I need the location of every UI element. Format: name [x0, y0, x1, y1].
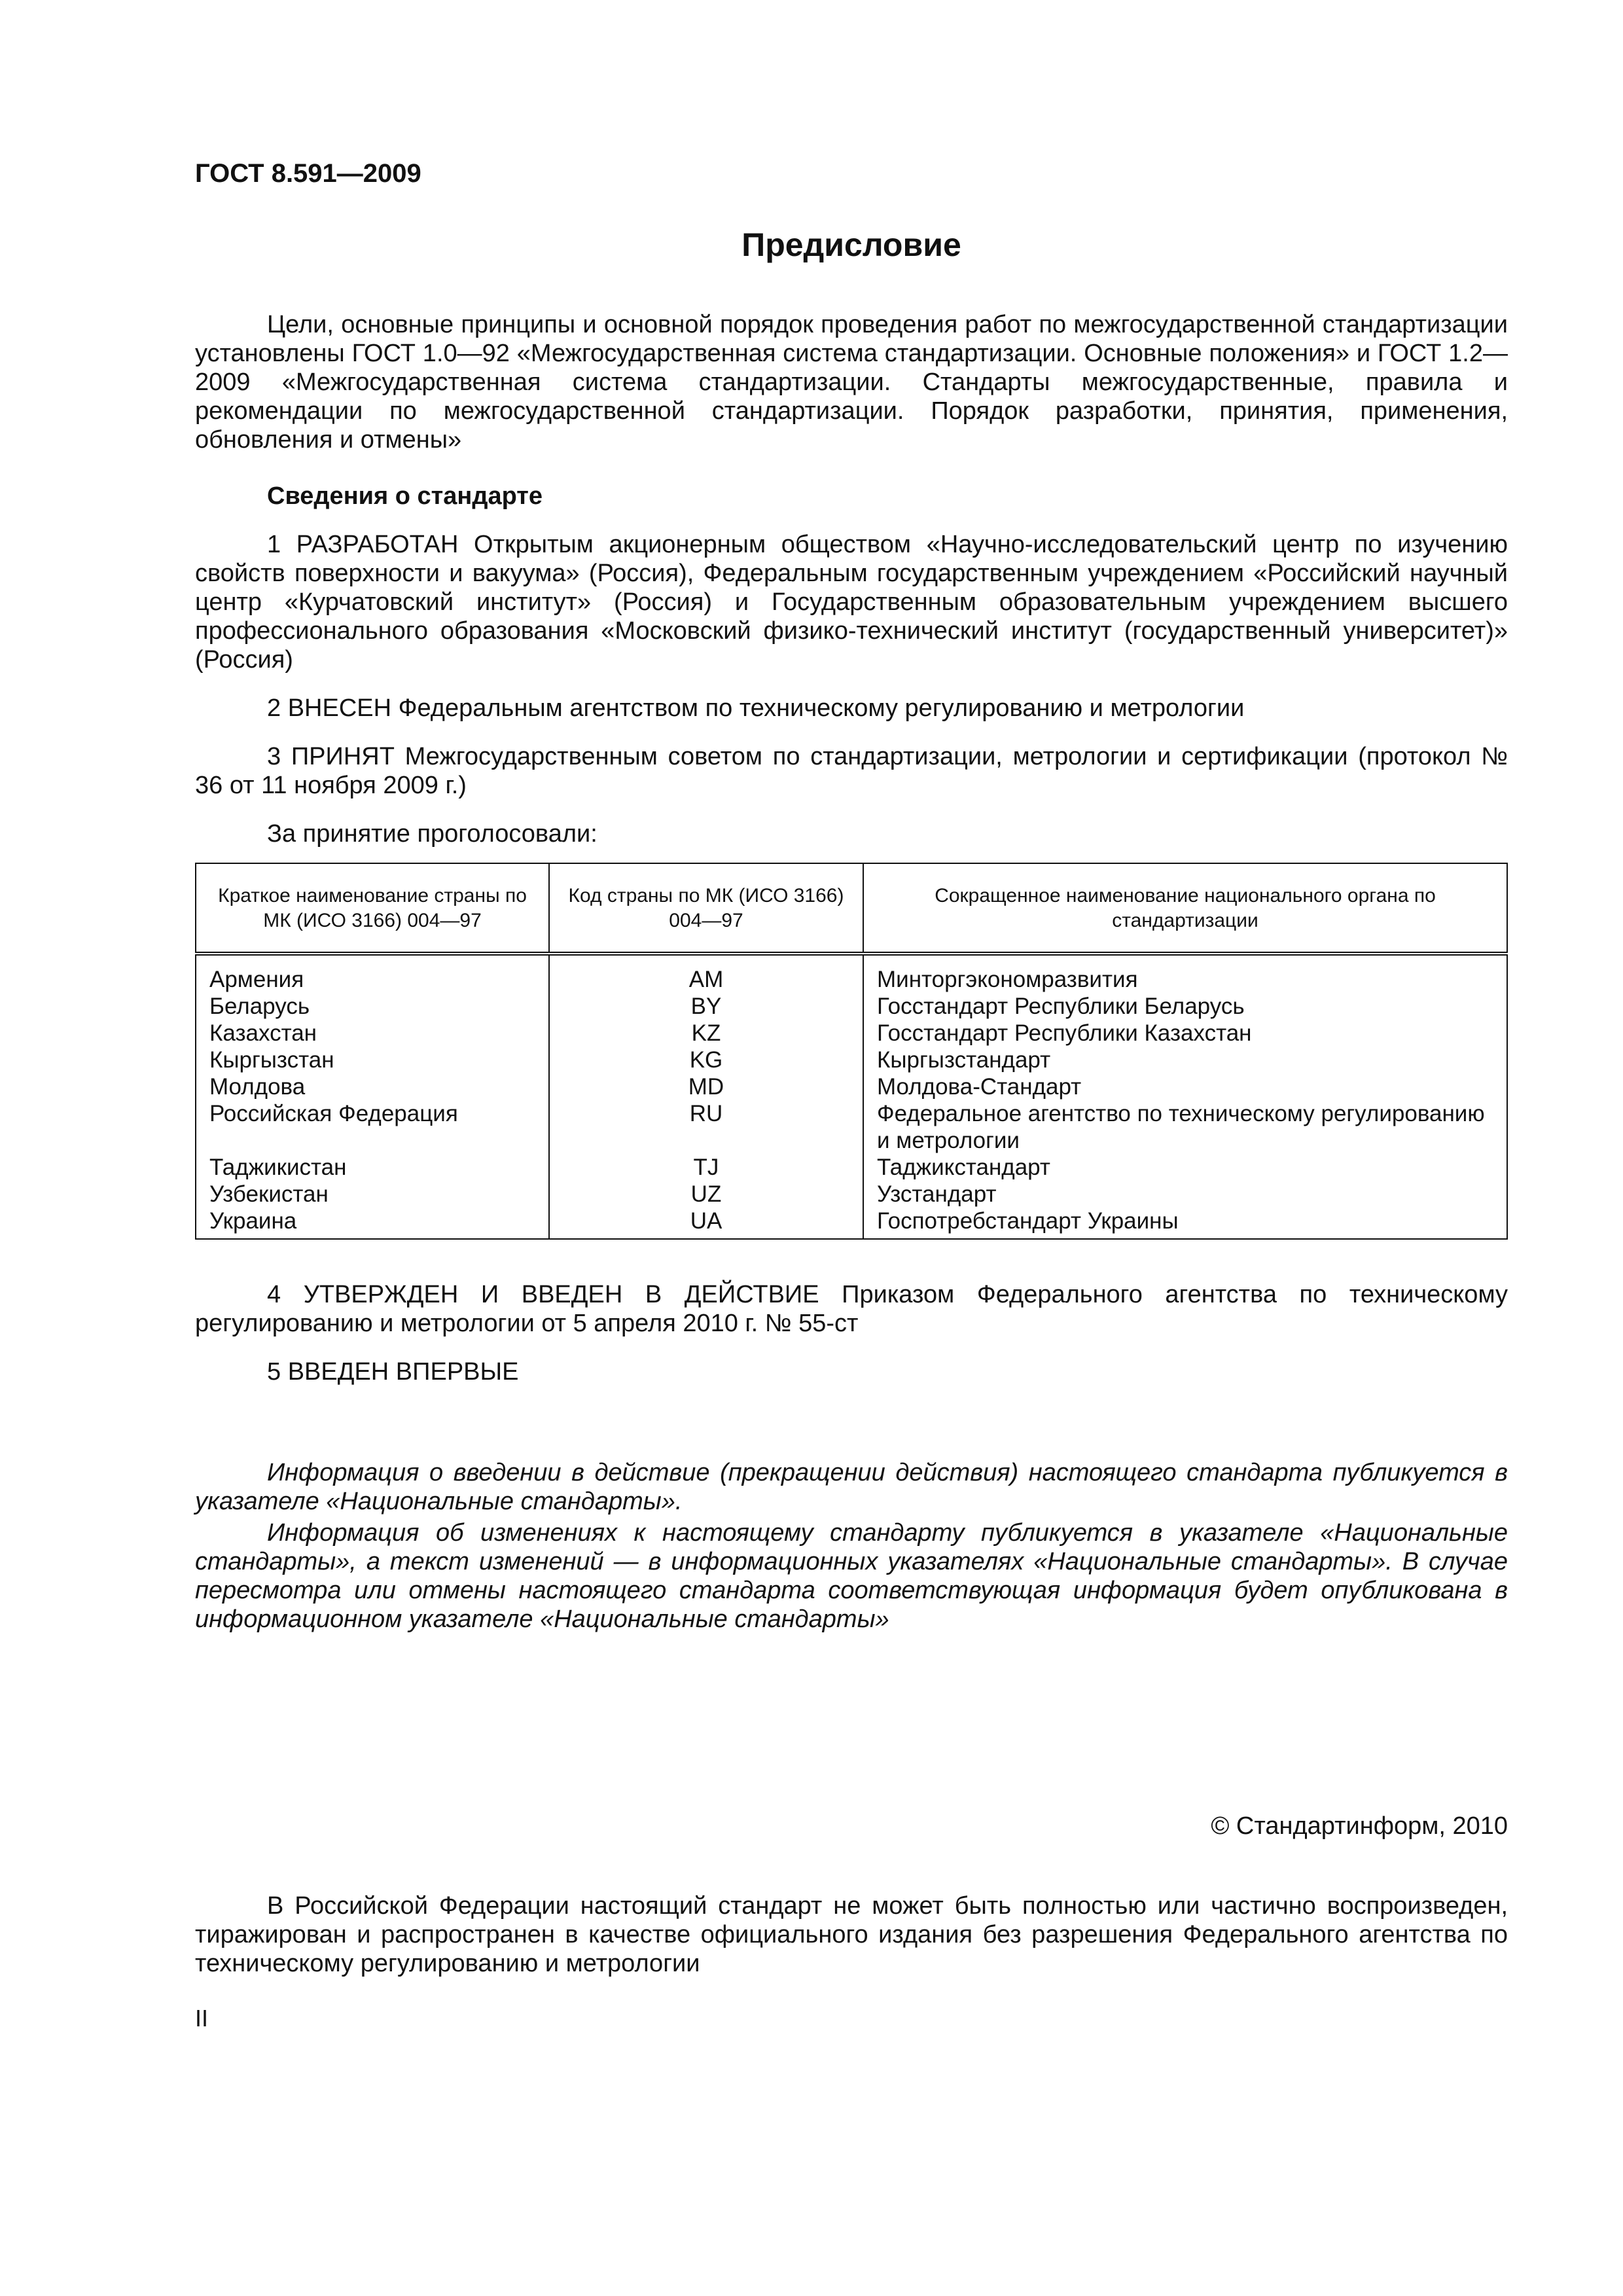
table-row — [196, 1020, 1507, 1047]
national-body: Федеральное агентство по техническому регулированию и метрологии — [863, 1100, 1507, 1154]
info-paragraph-changes: Информация об изменениях к настоящему стандарту публикуется в указателе «Национальные стандарты», а текст изменений — в информационных указателях «Национальные стандарты». В случае пересмотра или отмены настоящего стандарта соответствующая информация будет опубликована в информационном указателе «Национальные стандарты» — [195, 1519, 1508, 1633]
page-title: Предисловие — [741, 226, 961, 263]
table-row — [196, 1047, 1507, 1073]
country-name: Таджикистан — [209, 1155, 347, 1180]
country-code: TJ — [549, 1154, 863, 1181]
table-row — [196, 954, 1507, 993]
country-code: KZ — [549, 1020, 863, 1047]
country-name: Украина — [209, 1208, 297, 1234]
country-name: Беларусь — [209, 994, 310, 1019]
page-number: II — [195, 2005, 209, 2032]
country-name: Кыргызстан — [209, 1047, 334, 1073]
national-body: Кыргызстандарт — [863, 1047, 1507, 1073]
country-name: Узбекистан — [209, 1181, 329, 1207]
document-id-header: ГОСТ 8.591—2009 — [195, 159, 421, 188]
table-row — [196, 1073, 1507, 1100]
voting-table — [195, 863, 1508, 1240]
voted-intro: За принятие проголосовали: — [267, 820, 597, 848]
country-code: RU — [549, 1100, 863, 1154]
item-submitted: 2 ВНЕСЕН Федеральным агентством по техническому регулированию и метрологии — [267, 694, 1245, 722]
country-code: BY — [549, 993, 863, 1020]
country-name: Молдова — [209, 1074, 306, 1100]
country-name: Казахстан — [209, 1020, 317, 1046]
country-code: UA — [549, 1208, 863, 1239]
table-row — [196, 1154, 1507, 1181]
country-code: AM — [549, 954, 863, 993]
legal-notice: В Российской Федерации настоящий стандарт не может быть полностью или частично воспроизведен, тиражирован и распространен в качестве официального издания без разрешения Федерального агентства по техническому регулированию и метрологии — [195, 1892, 1508, 1977]
info-paragraph-publication: Информация о введении в действие (прекращении действия) настоящего стандарта публикуется в указателе «Национальные стандарты». — [195, 1459, 1508, 1515]
national-body: Госстандарт Республики Казахстан — [863, 1020, 1507, 1047]
header-country-name: Краткое наименование страны по МК (ИСО 3166) 004—97 — [196, 863, 549, 954]
item-first-introduced: 5 ВВЕДЕН ВПЕРВЫЕ — [267, 1358, 519, 1386]
header-national-body: Сокращенное наименование национального органа по стандартизации — [863, 863, 1507, 954]
table-row — [196, 1208, 1507, 1239]
document-page — [195, 157, 1508, 2033]
table-header-row — [196, 863, 1507, 954]
section-heading: Сведения о стандарте — [267, 482, 543, 510]
national-body: Минторгэкономразвития — [863, 954, 1507, 993]
copyright-notice: © Стандартинформ, 2010 — [1211, 1812, 1508, 1840]
item-adopted: 3 ПРИНЯТ Межгосударственным советом по стандартизации, метрологии и сертификации (протокол № 36 от 11 ноября 2009 г.) — [195, 743, 1508, 799]
country-code: KG — [549, 1047, 863, 1073]
intro-paragraph: Цели, основные принципы и основной порядок проведения работ по межгосударственной стандартизации установлены ГОСТ 1.0—92 «Межгосударственная система стандартизации. Основные положения» и ГОСТ 1.2—2009 «Межгосударственная система стандартизации. Стандарты межгосударственные, правила и рекомендации по межгосударственной стандартизации. Порядок разработки, принятия, применения, обновления и отмены» — [195, 311, 1508, 454]
country-name: Армения — [209, 967, 304, 992]
country-name: Российская Федерация — [209, 1101, 458, 1126]
table-row — [196, 1181, 1507, 1208]
header-country-code: Код страны по МК (ИСО 3166) 004—97 — [549, 863, 863, 954]
table-row — [196, 993, 1507, 1020]
national-body: Госпотребстандарт Украины — [863, 1208, 1507, 1239]
country-code: MD — [549, 1073, 863, 1100]
country-code: UZ — [549, 1181, 863, 1208]
item-developed: 1 РАЗРАБОТАН Открытым акционерным обществом «Научно-исследовательский центр по изучению свойств поверхности и вакуума» (Россия), Федеральным государственным учреждением «Российский научный центр «Курчатовский институт» (Россия) и Государственным образовательным учреждением высшего профессионального образования «Московский физико-технический институт (государственный университет)» (Россия) — [195, 531, 1508, 673]
national-body: Таджикстандарт — [863, 1154, 1507, 1181]
table-row — [196, 1100, 1507, 1154]
item-approved: 4 УТВЕРЖДЕН И ВВЕДЕН В ДЕЙСТВИЕ Приказом Федерального агентства по техническому регулированию и метрологии от 5 апреля 2010 г. № 55-ст — [195, 1281, 1508, 1337]
national-body: Молдова-Стандарт — [863, 1073, 1507, 1100]
national-body: Узстандарт — [863, 1181, 1507, 1208]
national-body: Госстандарт Республики Беларусь — [863, 993, 1507, 1020]
